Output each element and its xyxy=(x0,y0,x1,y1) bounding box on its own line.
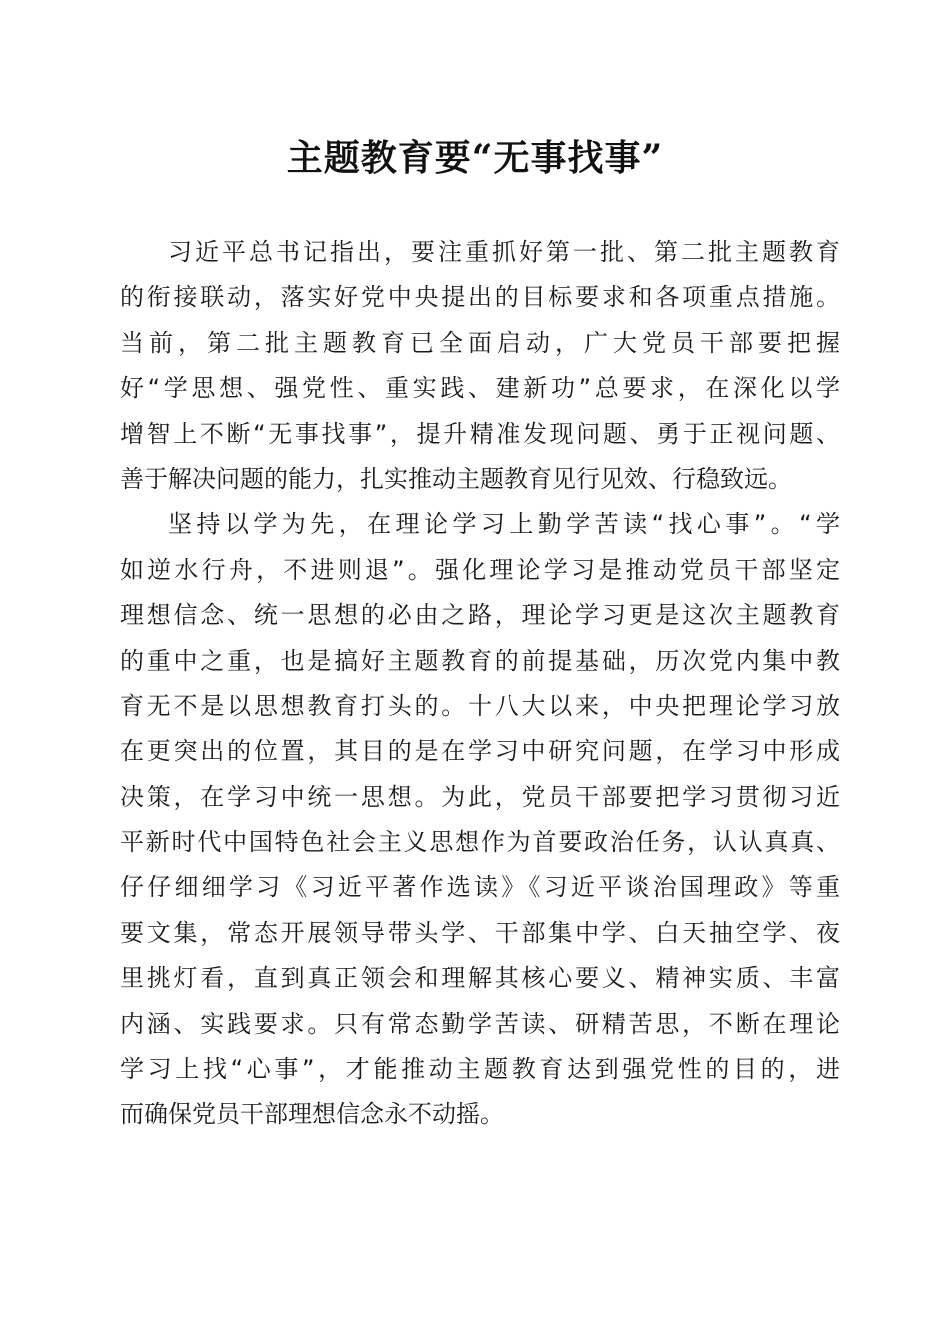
text-line: 内涵、实践要求。只有常态勤学苦读、研精苦思，不断在理论 xyxy=(120,1009,840,1038)
text-line: 学习上找“心事”，才能推动主题教育达到强党性的目的，进 xyxy=(120,1055,840,1084)
text-line: 理想信念、统一思想的必由之路，理论学习更是这次主题教育 xyxy=(120,601,840,630)
text-line: 里挑灯看，直到真正领会和理解其核心要义、精神实质、丰富 xyxy=(120,964,840,993)
paragraph-1 xyxy=(120,230,840,502)
text-line: 坚持以学为先，在理论学习上勤学苦读“找心事”。“学 xyxy=(168,510,840,539)
document-title: 主题教育要“无事找事” xyxy=(286,137,664,179)
text-line: 的衔接联动，落实好党中央提出的目标要求和各项重点措施。 xyxy=(120,283,840,312)
text-line: 育无不是以思想教育打头的。十八大以来，中央把理论学习放 xyxy=(120,691,840,720)
text-line: 善于解决问题的能力，扎实推动主题教育见行见效、行稳致远。 xyxy=(120,464,792,493)
text-line: 而确保党员干部理想信念永不动摇。 xyxy=(120,1100,504,1129)
text-line: 当前，第二批主题教育已全面启动，广大党员干部要把握 xyxy=(120,328,840,357)
document-body xyxy=(120,230,840,1138)
text-line: 决策，在学习中统一思想。为此，党员干部要把学习贯彻习近 xyxy=(120,782,840,811)
paragraph-2 xyxy=(120,502,840,1137)
text-line: 平新时代中国特色社会主义思想作为首要政治任务，认认真真、 xyxy=(120,828,840,857)
text-line: 增智上不断“无事找事”，提升精准发现问题、勇于正视问题、 xyxy=(120,419,840,448)
text-line: 的重中之重，也是搞好主题教育的前提基础，历次党内集中教 xyxy=(120,646,840,675)
text-line: 如逆水行舟，不进则退”。强化理论学习是推动党员干部坚定 xyxy=(120,555,840,584)
text-line: 在更突出的位置，其目的是在学习中研究问题，在学习中形成 xyxy=(120,737,840,766)
text-line: 好“学思想、强党性、重实践、建新功”总要求，在深化以学 xyxy=(120,374,840,403)
text-line: 要文集，常态开展领导带头学、干部集中学、白天抽空学、夜 xyxy=(120,918,840,947)
text-line: 仔仔细细学习《习近平著作选读》《习近平谈治国理政》等重 xyxy=(120,873,840,902)
text-line: 习近平总书记指出，要注重抓好第一批、第二批主题教育 xyxy=(168,238,840,266)
